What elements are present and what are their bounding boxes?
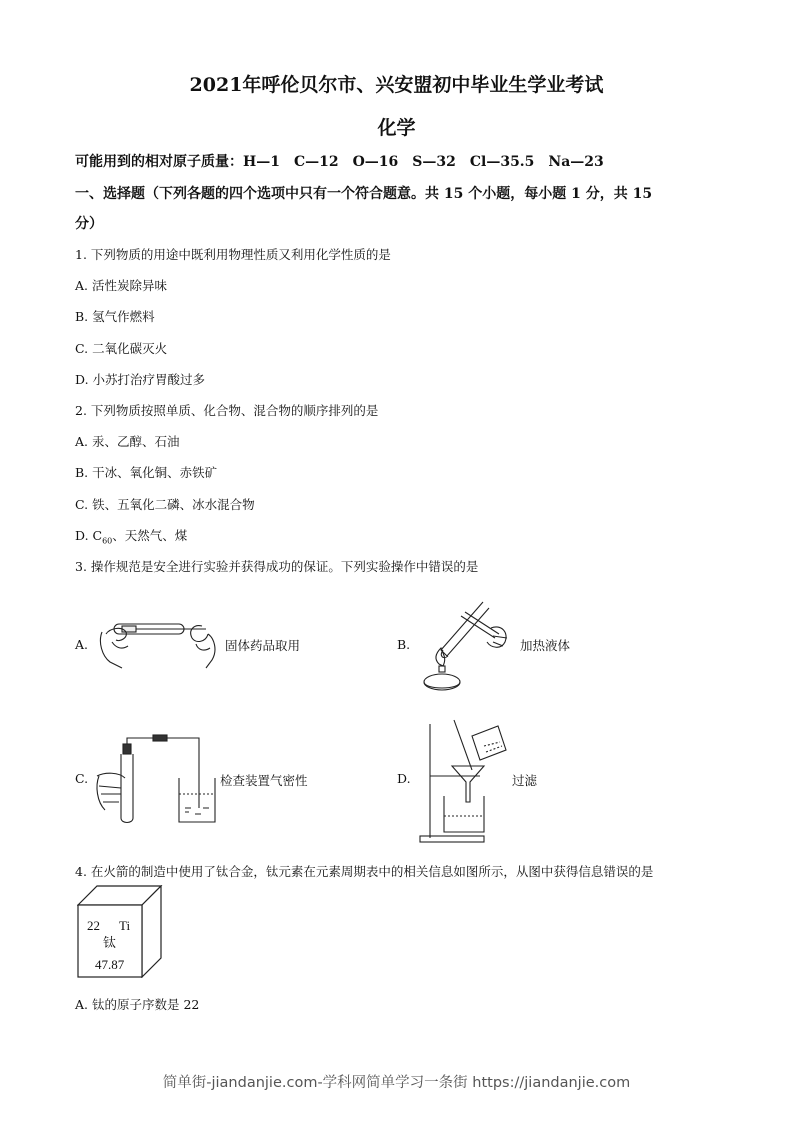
q3-option-d-label: D. (397, 771, 411, 786)
heating-liquid-figure (413, 598, 513, 694)
q1-option-b: B. 氢气作燃料 (75, 309, 155, 324)
q1-option-d: D. 小苏打治疗胃酸过多 (75, 372, 206, 387)
element-symbol: Ti (119, 918, 131, 933)
q3-option-a-label: A. (75, 637, 89, 652)
atomic-masses: 可能用到的相对原子质量：H—1 C—12 O—16 S—32 Cl—35.5 Na—23 (75, 154, 604, 170)
element-name: 钛 (103, 936, 117, 951)
q2-option-c: C. 铁、五氧化二磷、冰水混合物 (75, 497, 255, 512)
element-number: 22 (87, 918, 100, 933)
q2-option-d: D. $C_{60}$、天然气、煤 (75, 528, 188, 546)
section-heading: 一、选择题（下列各题的四个选项中只有一个符合题意。共 15 个小题，每小题 1 分，共 15 (75, 186, 653, 202)
q3-option-b-caption: 加热液体 (520, 638, 571, 653)
page-footer: 简单街-jiandanjie.com-学科网简单学习一条街 https://jiandanjie.com (162, 1075, 631, 1091)
q3-option-c-caption: 检查装置气密性 (220, 773, 308, 788)
q2-option-a: A. 汞、乙醇、石油 (75, 434, 180, 449)
solid-reagent-figure (96, 612, 221, 672)
q2-option-b: B. 干冰、氧化铜、赤铁矿 (75, 465, 218, 480)
q2-stem: 2. 下列物质按照单质、化合物、混合物的顺序排列的是 (75, 403, 379, 418)
exam-title: 2021年呼伦贝尔市、兴安盟初中毕业生学业考试 (189, 74, 604, 96)
q3-option-d-caption: 过滤 (512, 773, 538, 788)
q3-option-b-label: B. (397, 637, 411, 652)
element-mass: 47.87 (95, 957, 125, 972)
q4-option-a: A. 钛的原子序数是 22 (75, 997, 200, 1012)
q3-option-a-caption: 固体药品取用 (225, 638, 301, 653)
q3-option-c-label: C. (75, 771, 89, 786)
element-ti-box (77, 885, 163, 978)
filtration-figure (414, 716, 510, 846)
q3-stem: 3. 操作规范是安全进行实验并获得成功的保证。下列实验操作中错误的是 (75, 559, 479, 574)
airtightness-check-figure (95, 732, 225, 828)
q1-stem: 1. 下列物质的用途中既利用物理性质又利用化学性质的是 (75, 247, 391, 262)
subject-title: 化学 (377, 117, 416, 139)
q1-option-a: A. 活性炭除异味 (75, 278, 167, 293)
q1-option-c: C. 二氧化碳灭火 (75, 341, 168, 356)
section-heading-cont: 分） (75, 216, 103, 232)
q4-stem: 4. 在火箭的制造中使用了钛合金，钛元素在元素周期表中的相关信息如图所示，从图中获得信息错误的是 (75, 864, 654, 879)
